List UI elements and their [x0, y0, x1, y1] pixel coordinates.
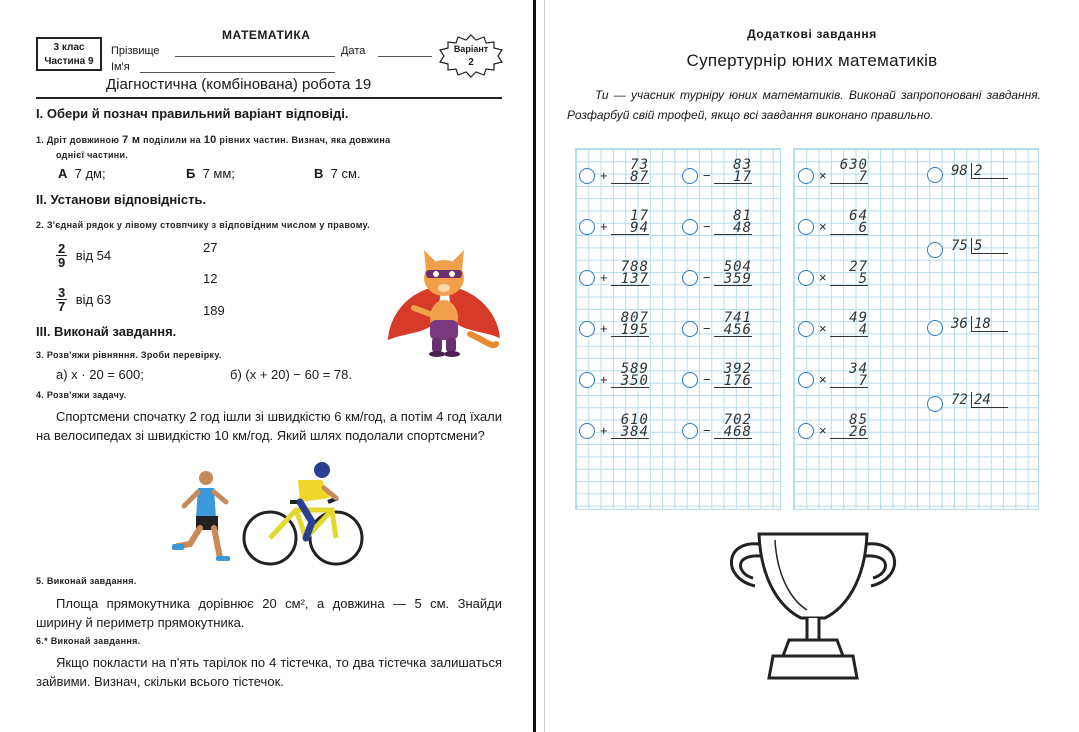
subtraction-exercise [714, 159, 752, 184]
addition-operand-bottom: 87 [611, 171, 649, 184]
option-b-text: 7 мм; [202, 166, 235, 181]
task-1-length: 7 м [122, 134, 141, 146]
equation-b: б) (x + 20) − 60 = 78. [230, 367, 352, 382]
option-a-letter: А [58, 166, 68, 181]
multiplication-sign: × [819, 168, 827, 183]
subtraction-operand-bottom: 359 [714, 273, 752, 286]
answer-circle[interactable] [798, 321, 814, 337]
multiplication-sign: × [819, 219, 827, 234]
option-c[interactable] [314, 166, 361, 181]
fraction-of-text: від 54 [75, 247, 112, 263]
subtraction-operand-top: 504 [723, 259, 752, 275]
addition-operand-bottom: 195 [611, 324, 649, 337]
division-dividend: 72 [951, 392, 968, 408]
class-box [36, 37, 102, 71]
task-3-text: 3. Розв'яжи рівняння. Зроби перевірку. [36, 350, 222, 360]
book-spine [533, 0, 545, 732]
addition-sign: + [600, 219, 608, 234]
subtraction-operand-top: 741 [723, 310, 752, 326]
division-dividend: 75 [951, 238, 968, 254]
addition-operand-top: 807 [620, 310, 649, 326]
name-label: Ім'я [111, 61, 130, 73]
class-label: 3 клас [53, 42, 85, 53]
subtraction-sign: − [703, 168, 711, 183]
division-divisor: 2 [974, 163, 983, 179]
answer-circle[interactable] [682, 423, 698, 439]
multiplication-sign: × [819, 321, 827, 336]
task-5-heading: 5. Виконай завдання. [36, 576, 137, 586]
addition-operand-bottom: 137 [611, 273, 649, 286]
answer-circle[interactable] [579, 372, 595, 388]
subtraction-exercise [714, 210, 752, 235]
multiplication-operand-bottom: 7 [830, 375, 868, 388]
answer-circle[interactable] [579, 270, 595, 286]
division-divisor: 24 [974, 392, 991, 408]
multiplication-exercise [830, 363, 868, 388]
answer-circle[interactable] [682, 270, 698, 286]
addition-operand-top: 17 [630, 208, 649, 224]
fraction-denominator: 9 [58, 255, 66, 270]
answer-circle[interactable] [682, 219, 698, 235]
subtraction-exercise [714, 312, 752, 337]
work-title: Діагностична (комбінована) робота 19 [106, 76, 372, 93]
tournament-title: Супертурнір юних математиків [686, 51, 938, 70]
division-separator [971, 238, 972, 254]
section-2-heading: II. Установи відповідність. [36, 192, 207, 207]
addition-operand-top: 73 [630, 157, 649, 173]
date-label: Дата [341, 45, 366, 57]
multiplication-exercise [830, 312, 868, 337]
answer-circle[interactable] [682, 168, 698, 184]
task-1-count: 10 [203, 134, 217, 146]
subtraction-operand-bottom: 17 [714, 171, 752, 184]
addition-operand-top: 610 [620, 412, 649, 428]
addition-operand-bottom: 350 [611, 375, 649, 388]
answer-circle[interactable] [798, 219, 814, 235]
answer-circle[interactable] [579, 219, 595, 235]
addition-exercise [611, 312, 649, 337]
intro-text: Ти — учасник турніру юних математиків. Виконай запропоновані завдання. Розфарбуй свій трофей, якщо всі завдання виконано правильно. [567, 88, 1041, 122]
subtraction-sign: − [703, 219, 711, 234]
division-underline [972, 331, 1008, 332]
addition-operand-top: 589 [620, 361, 649, 377]
answer-circle[interactable] [798, 423, 814, 439]
addition-operand-bottom: 94 [611, 222, 649, 235]
header-rule [36, 97, 502, 99]
right-page [545, 0, 1079, 732]
division-underline [972, 407, 1008, 408]
runner-illustration [170, 468, 234, 562]
trophy-icon[interactable] [715, 522, 911, 682]
task-4-heading: 4. Розв'яжи задачу. [36, 390, 127, 400]
multiplication-operand-bottom: 6 [830, 222, 868, 235]
multiplication-exercise [830, 414, 868, 439]
subtraction-exercise [714, 414, 752, 439]
subtraction-operand-bottom: 468 [714, 426, 752, 439]
subtraction-operand-top: 392 [723, 361, 752, 377]
option-a-text: 7 дм; [74, 166, 106, 181]
answer-circle[interactable] [798, 372, 814, 388]
addition-sign: + [600, 168, 608, 183]
addition-sign: + [600, 372, 608, 387]
multiplication-operand-top: 27 [849, 259, 868, 275]
multiplication-sign: × [819, 270, 827, 285]
answer-circle[interactable] [798, 270, 814, 286]
answer-circle[interactable] [682, 321, 698, 337]
addition-sign: + [600, 321, 608, 336]
addition-exercise [611, 159, 649, 184]
multiplication-operand-bottom: 26 [830, 426, 868, 439]
task-1-text [36, 134, 506, 146]
division-divisor: 18 [974, 316, 991, 332]
option-b-letter: Б [186, 166, 196, 181]
subtraction-sign: − [703, 321, 711, 336]
variant-badge [438, 34, 504, 78]
answer-circle[interactable] [579, 321, 595, 337]
equation-a: а) x · 20 = 600; [56, 367, 144, 382]
addition-exercise [611, 210, 649, 235]
answer-circle[interactable] [579, 168, 595, 184]
multiplication-operand-top: 34 [849, 361, 868, 377]
answer-circle[interactable] [927, 242, 943, 258]
section-3-heading: III. Виконай завдання. [36, 324, 177, 339]
task-6-heading: 6.* Виконай завдання. [36, 636, 141, 646]
subtraction-sign: − [703, 372, 711, 387]
part-label: Частина 9 [44, 56, 94, 67]
fraction-numerator: 2 [58, 241, 66, 256]
variant-number: 2 [468, 57, 474, 68]
task-1-part: поділили на [143, 135, 201, 145]
multiplication-exercise [830, 159, 868, 184]
answer-circle[interactable] [798, 168, 814, 184]
answer-circle[interactable] [927, 320, 943, 336]
division-dividend: 36 [951, 316, 968, 332]
multiplication-sign: × [819, 372, 827, 387]
fraction-3-7 [56, 286, 67, 313]
division-divisor: 5 [974, 238, 983, 254]
subject-title: МАТЕМАТИКА [222, 28, 311, 42]
surname-label: Прізвище [111, 45, 160, 57]
addition-sign: + [600, 423, 608, 438]
addition-operand-top: 788 [620, 259, 649, 275]
division-underline [972, 178, 1008, 179]
multiplication-operand-top: 64 [849, 208, 868, 224]
fraction-of-text: від 63 [75, 291, 112, 307]
subtraction-operand-top: 81 [733, 208, 752, 224]
cyclist-illustration [240, 458, 364, 570]
task-5-text: Площа прямокутника дорівнює 20 см², а довжина — 5 см. Знайди ширину й периметр прямокутника. [36, 596, 502, 630]
subtraction-exercise [714, 363, 752, 388]
multiplication-operand-bottom: 4 [830, 324, 868, 337]
addition-exercise [611, 363, 649, 388]
addition-operand-bottom: 384 [611, 426, 649, 439]
task-1-line2: однієї частини. [56, 150, 129, 160]
fraction-row-2[interactable] [56, 286, 111, 313]
answer-circle[interactable] [927, 167, 943, 183]
subtraction-operand-bottom: 176 [714, 375, 752, 388]
name-field[interactable] [140, 63, 335, 73]
task-1-part: рівних частин. Визнач, яка довжина [219, 135, 391, 145]
subtraction-sign: − [703, 423, 711, 438]
option-c-letter: В [314, 166, 324, 181]
variant-star-icon [438, 34, 504, 78]
multiplication-operand-top: 85 [849, 412, 868, 428]
division-separator [971, 316, 972, 332]
task-4-text: Спортсмени спочатку 2 год ішли зі швидкістю 6 км/год, а потім 4 год їхали на велосипедах зі швидкістю 10 км/год. Який шлях подолали спортсмени? [36, 409, 502, 443]
left-page [0, 0, 533, 732]
fraction-denominator: 7 [58, 299, 66, 314]
multiplication-operand-bottom: 7 [830, 171, 868, 184]
division-underline [972, 253, 1008, 254]
answer-circle[interactable] [579, 423, 595, 439]
fraction-numerator: 3 [58, 285, 66, 300]
answer-circle[interactable] [682, 372, 698, 388]
task-2-text: 2. З'єднай рядок у лівому стовпчику з відповідним числом у правому. [36, 220, 370, 230]
answer-12[interactable]: 12 [203, 271, 218, 286]
date-field[interactable] [378, 47, 432, 57]
multiplication-exercise [830, 261, 868, 286]
subtraction-operand-top: 702 [723, 412, 752, 428]
option-b[interactable] [186, 166, 235, 181]
answer-circle[interactable] [927, 396, 943, 412]
addition-exercise [611, 261, 649, 286]
multiplication-operand-top: 49 [849, 310, 868, 326]
multiplication-sign: × [819, 423, 827, 438]
division-separator [971, 392, 972, 408]
answer-27[interactable]: 27 [203, 240, 218, 255]
multiplication-operand-bottom: 5 [830, 273, 868, 286]
task-1-part: 1. Дріт довжиною [36, 135, 120, 145]
addition-sign: + [600, 270, 608, 285]
fraction-2-9 [56, 242, 67, 269]
subtraction-sign: − [703, 270, 711, 285]
multiplication-exercise [830, 210, 868, 235]
task-6-text: Якщо покласти на п'ять тарілок по 4 тістечка, то два тістечка залишаться зайвими. Визнач, скільки всього тістечок. [36, 655, 502, 689]
subtraction-operand-bottom: 48 [714, 222, 752, 235]
fraction-row-1[interactable] [56, 242, 111, 269]
option-c-text: 7 см. [330, 166, 361, 181]
division-separator [971, 163, 972, 179]
additional-tasks-header: Додаткові завдання [747, 27, 877, 41]
subtraction-operand-top: 83 [733, 157, 752, 173]
cat-superhero-illustration [384, 248, 504, 358]
multiplication-operand-top: 630 [839, 157, 868, 173]
division-dividend: 98 [951, 163, 968, 179]
subtraction-operand-bottom: 456 [714, 324, 752, 337]
variant-label: Варіант [453, 44, 489, 54]
surname-field[interactable] [175, 47, 335, 57]
addition-exercise [611, 414, 649, 439]
section-1-heading: I. Обери й познач правильний варіант відповіді. [36, 106, 349, 121]
subtraction-exercise [714, 261, 752, 286]
option-a[interactable] [58, 166, 106, 181]
answer-189[interactable]: 189 [203, 303, 225, 318]
